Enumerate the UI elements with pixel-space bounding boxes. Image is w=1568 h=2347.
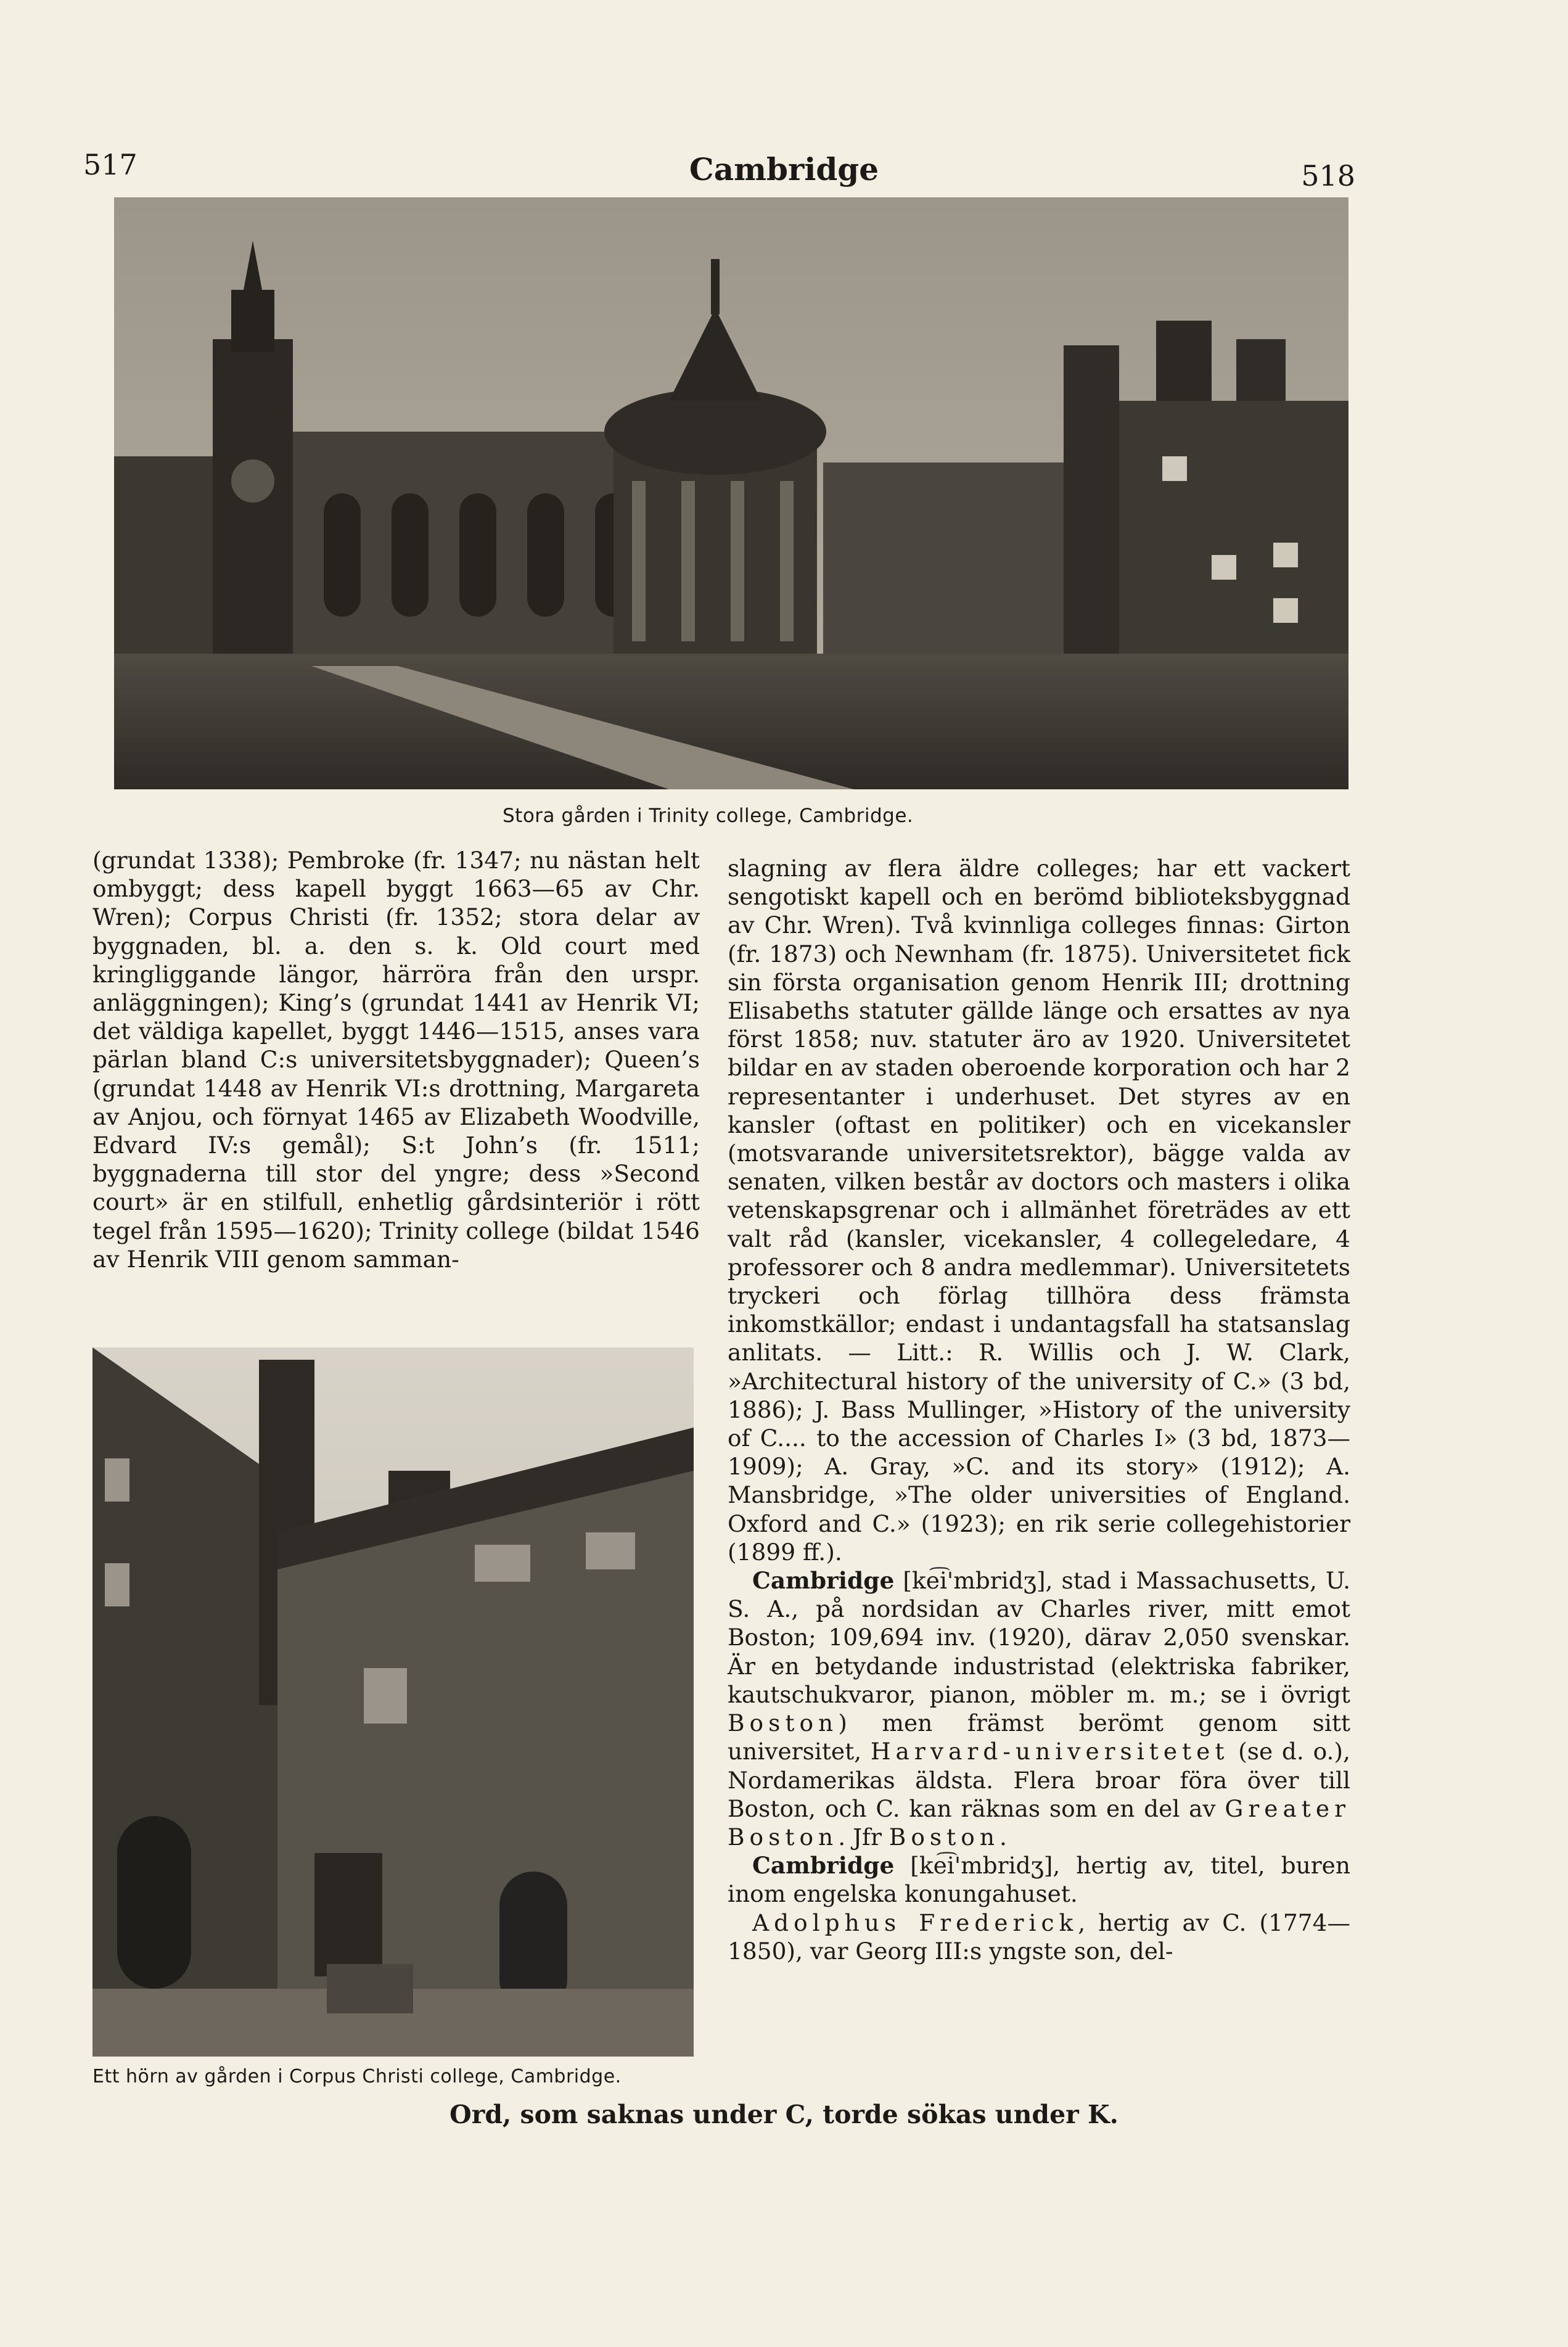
entry-headword: Cambridge	[752, 1567, 895, 1595]
entry-headword: Cambridge	[752, 1852, 895, 1880]
trinity-college-photo	[114, 197, 1348, 789]
top-photo-caption: Stora gården i Trinity college, Cambridge.	[503, 805, 914, 827]
page-number-left: 517	[83, 148, 138, 181]
cross-reference: Boston	[889, 1823, 999, 1851]
footer-note: Ord, som saknas under C, torde sökas under K.	[449, 2100, 1119, 2129]
entry-text: .	[999, 1823, 1007, 1851]
entry-text: . Jfr	[838, 1823, 889, 1851]
cross-reference: Boston	[728, 1709, 839, 1737]
cambridge-massachusetts-entry	[728, 1566, 1350, 1851]
right-column	[728, 854, 1350, 1965]
page-number-right: 518	[1301, 159, 1355, 192]
left-column-text: (grundat 1338); Pembroke (fr. 1347; nu nästan helt ombyggt; dess kapell byggt 1663—65 av Chr. Wren); Corpus Christi (fr. 1352; stora delar av byggnaden, bl. a. den s. k. Old court med kringliggande längor, härröra från den urspr. anläggningen); King’s (grundat 1441 av Henrik VI; det väldiga kapellet, byggt 1446—1515, anses vara pärlan bland C:s universitetsbyggnader); Queen’s (grundat 1448 av Henrik VI:s drottning, Margareta av Anjou, och förnyat 1465 av Elizabeth Woodville, Edvard IV:s gemål); S:t John’s (fr. 1511; byggnaderna till stor del yngre; dess »Second court» är en stilfull, enhetlig gårdsinteriör i rött tegel från 1595—1620); Trinity college (bildat 1546 av Henrik VIII genom samman-	[92, 847, 700, 1273]
entry-text: [ke͡i'mbridʒ], stad i Massachusetts, U. S. A., på nordsidan av Charles river, mitt emot Boston; 109,694 inv. (1920), därav 2,050 svenskar. Är en betydande industristad (elektriska fabriker, kautschukvaror, pianon, möbler m. m.; se i övrigt	[728, 1567, 1350, 1708]
left-column	[92, 846, 700, 1273]
entry-text: (se d. o.), Nordamerikas äldsta. Flera broar föra över till Boston, och C. kan räknas som en del av	[728, 1738, 1350, 1822]
universitet-paragraph: slagning av flera äldre colleges; har ett vackert sengotiskt kapell och en berömd biblioteksbyggnad av Chr. Wren). Två kvinnliga colleges finnas: Girton (fr. 1873) och Newnham (fr. 1875). Universitetet fick sin första organisation genom Henrik III; drottning Elisabeths statuter gällde länge och ersattes av nya först 1858; nuv. statuter äro av 1920. Universitetet bildar en av staden oberoende korporation och har 2 representanter i underhuset. Det styres av en kansler (oftast en politiker) och en vicekansler (motsvarande universitetsrektor), bägge valda av senaten, vilken består av doctors och masters i olika vetenskapsgrenar och i allmänhet företrädes av ett valt råd (kansler, vicekansler, 4 collegeledare, 4 professorer och 8 andra medlemmar). Universitetets tryckeri och förlag tillhöra dess främsta inkomstkällor; endast i undantagsfall ha statsanslag anlitats. — Litt.: R. Willis och J. W. Clark, »Architectural history of the university of C.» (3 bd, 1886); J. Bass Mullinger, »History of the university of C.... to the accession of Charles I» (3 bd, 1873—1909); A. Gray, »C. and its story» (1912); A. Mansbridge, »The older universities of England. Oxford and C.» (1923); en rik serie collegehistorier (1899 ff.).	[728, 855, 1350, 1566]
entry-text: [ke͡i'mbridʒ], hertig av, titel, buren inom engelska konungahuset.	[728, 1852, 1350, 1908]
bottom-photo-caption: Ett hörn av gården i Corpus Christi college, Cambridge.	[92, 2066, 622, 2087]
cross-reference: Harvard-universitetet	[870, 1738, 1229, 1765]
running-title: Cambridge	[689, 151, 879, 187]
entry-text: ) men främst berömt genom sitt universitet,	[728, 1709, 1350, 1765]
entry-text: , hertig av C. (1774—1850), var Georg III:s yngste son, del-	[728, 1909, 1350, 1965]
cross-reference: Greater Boston	[728, 1794, 1350, 1851]
person-name: Adolphus Frederick	[752, 1909, 1078, 1936]
cambridge-hertig-entry	[728, 1851, 1350, 1908]
adolphus-frederick-entry	[728, 1909, 1350, 1965]
corpus-christi-photo	[92, 1347, 694, 2057]
